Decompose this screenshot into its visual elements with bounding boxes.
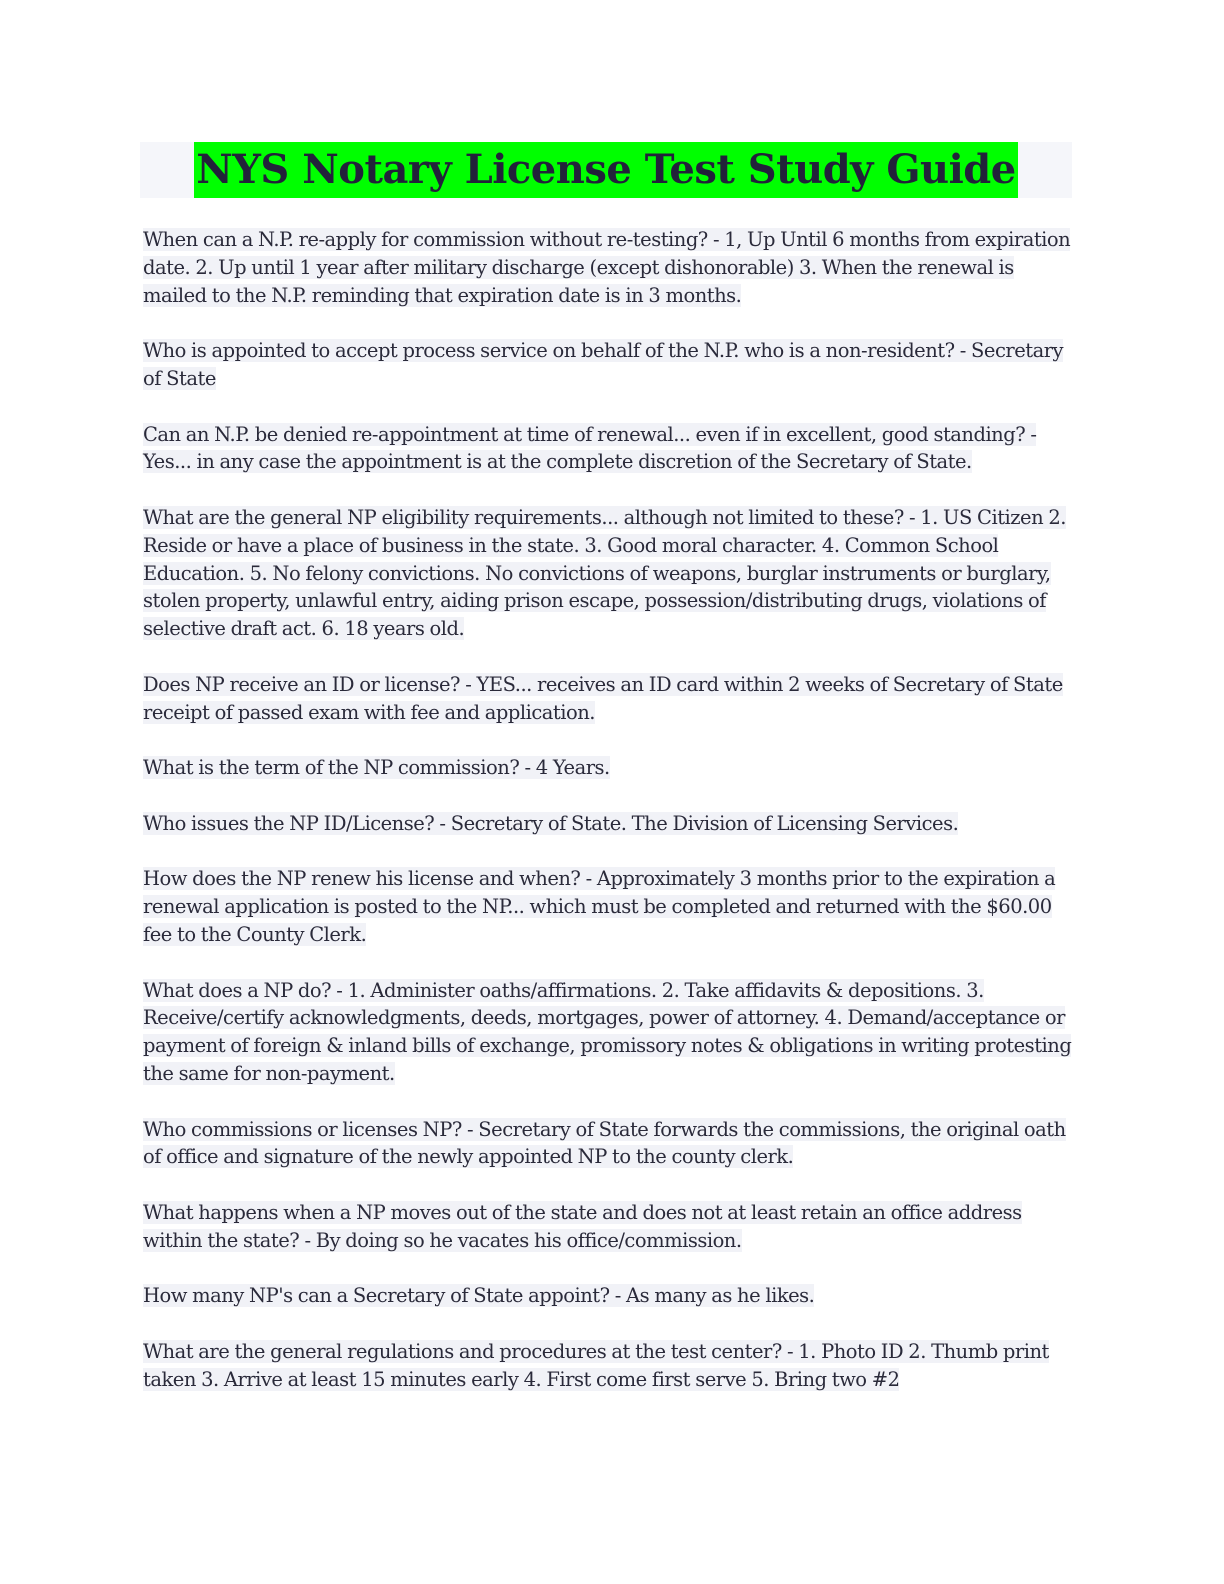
qa-entry-text: When can a N.P. re-apply for commission without re-testing? - 1, Up Until 6 months from expiration date. 2. Up until 1 year after military discharge (except dishonorable) 3. When the renewal is mailed to the N.P. reminding that expiration date is in 3 months. [143, 228, 1071, 307]
qa-entry [143, 1116, 1078, 1172]
qa-entry [143, 337, 1078, 393]
qa-entry-text: What are the general NP eligibility requirements... although not limited to these? - 1. US Citizen 2. Reside or have a place of business in the state. 3. Good moral character. 4. Common School Education. 5. No felony convictions. No convictions of weapons, burglar instruments or burglary, stolen property, unlawful entry, aiding prison escape, possession/distributing drugs, violations of selective draft act. 6. 18 years old. [143, 505, 1066, 641]
qa-entry-text: Can an N.P. be denied re-appointment at time of renewal... even if in excellent, good standing? - Yes... in any case the appointment is at the complete discretion of the Secretary of State. [143, 422, 1037, 474]
qa-entry [143, 1338, 1078, 1394]
qa-list [143, 226, 1078, 1421]
qa-entry [143, 977, 1078, 1088]
qa-entry [143, 754, 1078, 782]
qa-entry-text: Who issues the NP ID/License? - Secretary of State. The Division of Licensing Services. [143, 811, 959, 835]
qa-entry [143, 1199, 1078, 1255]
qa-entry-text: Does NP receive an ID or license? - YES... receives an ID card within 2 weeks of Secretary of State receipt of passed exam with fee and application. [143, 672, 1063, 724]
qa-entry [143, 810, 1078, 838]
qa-entry-text: How does the NP renew his license and when? - Approximately 3 months prior to the expiration a renewal application is posted to the NP... which must be completed and returned with the $60.00 fee to the County Clerk. [143, 867, 1056, 946]
qa-entry-text: What does a NP do? - 1. Administer oaths/affirmations. 2. Take affidavits & depositions. 3. Receive/certify acknowledgments, deeds, mortgages, power of attorney. 4. Demand/acceptance or payment of foreign & inland bills of exchange, promissory notes & obligations in writing protesting the same for non-payment. [143, 978, 1072, 1085]
qa-entry-text: How many NP's can a Secretary of State appoint? - As many as he likes. [143, 1284, 815, 1308]
qa-entry-text: What are the general regulations and procedures at the test center? - 1. Photo ID 2. Thumb print taken 3. Arrive at least 15 minutes early 4. First come first serve 5. Bring two #2 [143, 1339, 1049, 1391]
qa-entry-text: Who commissions or licenses NP? - Secretary of State forwards the commissions, the original oath of office and signature of the newly appointed NP to the county clerk. [143, 1117, 1066, 1169]
qa-entry [143, 421, 1078, 477]
qa-entry [143, 1282, 1078, 1310]
document-title: NYS Notary License Test Study Guide [194, 142, 1017, 198]
qa-entry [143, 671, 1078, 727]
qa-entry-text: Who is appointed to accept process service on behalf of the N.P. who is a non-resident? - Secretary of State [143, 339, 1064, 390]
qa-entry-text: What happens when a NP moves out of the state and does not at least retain an office address within the state? - By doing so he vacates his office/commission. [143, 1200, 1022, 1252]
qa-entry [143, 865, 1078, 948]
title-band [140, 142, 1072, 198]
qa-entry [143, 226, 1078, 309]
qa-entry-text: What is the term of the NP commission? - 4 Years. [143, 756, 610, 780]
qa-entry [143, 504, 1078, 643]
